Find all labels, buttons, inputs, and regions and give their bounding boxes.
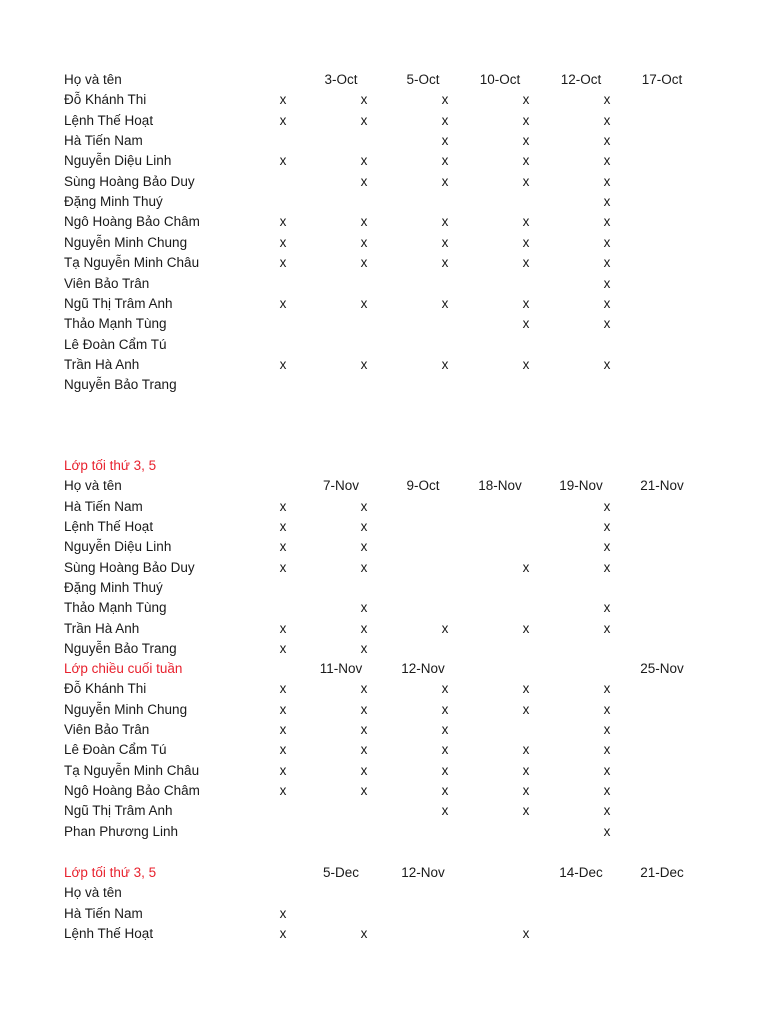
student-row xyxy=(0,578,768,598)
attendance-mark: x xyxy=(603,803,611,819)
date-header: 5-Dec xyxy=(322,865,359,880)
student-name: Tạ Nguyễn Minh Châu xyxy=(64,762,200,778)
date-header: 21-Nov xyxy=(640,478,684,494)
student-name: Viên Bảo Trân xyxy=(64,722,150,738)
student-row xyxy=(0,111,768,131)
student-name: Lê Đoàn Cẩm Tú xyxy=(64,742,167,758)
date-header: 3-Oct xyxy=(324,72,358,87)
attendance-mark: x xyxy=(279,295,287,311)
attendance-mark: x xyxy=(522,620,530,636)
attendance-mark: x xyxy=(603,255,611,271)
date-header: 5-Oct xyxy=(406,72,440,87)
student-name: Sùng Hoàng Bảo Duy xyxy=(64,173,195,189)
attendance-mark: x xyxy=(441,783,449,799)
student-row xyxy=(0,924,768,944)
section-title: Lớp tối thứ 3, 5 xyxy=(64,865,157,880)
student-row xyxy=(0,497,768,517)
attendance-mark: x xyxy=(360,112,368,128)
student-name: Ngũ Thị Trâm Anh xyxy=(64,295,173,311)
student-name: Phan Phương Linh xyxy=(64,823,178,839)
attendance-mark: x xyxy=(441,762,449,778)
attendance-mark: x xyxy=(603,701,611,717)
attendance-mark: x xyxy=(279,681,287,697)
student-row xyxy=(0,781,768,801)
student-row xyxy=(0,598,768,618)
date-header: 21-Dec xyxy=(640,865,684,880)
attendance-mark: x xyxy=(279,153,287,169)
attendance-mark: x xyxy=(360,641,368,657)
student-row xyxy=(0,700,768,720)
attendance-mark: x xyxy=(441,133,449,149)
attendance-mark: x xyxy=(603,498,611,514)
student-name: Ngũ Thị Trâm Anh xyxy=(64,803,173,819)
student-row xyxy=(0,294,768,314)
student-row xyxy=(0,740,768,760)
student-name: Lê Đoàn Cẩm Tú xyxy=(64,336,167,352)
student-name: Nguyễn Diệu Linh xyxy=(64,153,172,169)
attendance-mark: x xyxy=(279,722,287,738)
attendance-mark: x xyxy=(360,214,368,230)
attendance-mark: x xyxy=(603,112,611,128)
attendance-mark: x xyxy=(603,133,611,149)
student-row xyxy=(0,192,768,212)
attendance-mark: x xyxy=(603,722,611,738)
student-name: Đặng Minh Thuý xyxy=(64,194,163,210)
attendance-mark: x xyxy=(441,112,449,128)
attendance-mark: x xyxy=(360,559,368,575)
attendance-mark: x xyxy=(279,214,287,230)
attendance-mark: x xyxy=(603,173,611,189)
student-row xyxy=(0,904,768,924)
attendance-mark: x xyxy=(360,234,368,250)
attendance-mark: x xyxy=(603,234,611,250)
attendance-mark: x xyxy=(279,559,287,575)
attendance-mark: x xyxy=(279,620,287,636)
student-row xyxy=(0,253,768,273)
student-name: Đặng Minh Thuý xyxy=(64,580,163,596)
attendance-mark: x xyxy=(279,92,287,108)
student-row xyxy=(0,883,768,903)
attendance-mark: x xyxy=(279,762,287,778)
attendance-mark: x xyxy=(441,173,449,189)
attendance-mark: x xyxy=(522,783,530,799)
attendance-mark: x xyxy=(441,92,449,108)
header-row xyxy=(0,70,768,90)
date-header: 9-Oct xyxy=(406,478,440,494)
student-name: Viên Bảo Trân xyxy=(64,275,150,291)
student-name: Sùng Hoàng Bảo Duy xyxy=(64,559,195,575)
attendance-mark: x xyxy=(522,316,530,332)
student-name: Họ và tên xyxy=(64,885,122,901)
date-header: 12-Nov xyxy=(401,865,445,880)
date-header: 11-Nov xyxy=(319,661,363,676)
attendance-mark: x xyxy=(441,255,449,271)
student-name: Hà Tiến Nam xyxy=(64,133,143,149)
header-row xyxy=(0,659,768,679)
attendance-mark: x xyxy=(279,926,287,942)
attendance-mark: x xyxy=(279,742,287,758)
attendance-mark: x xyxy=(603,295,611,311)
student-row xyxy=(0,172,768,192)
attendance-mark: x xyxy=(441,153,449,169)
attendance-mark: x xyxy=(603,356,611,372)
student-name: Đỗ Khánh Thi xyxy=(64,92,147,108)
date-header: 25-Nov xyxy=(640,661,684,676)
attendance-mark: x xyxy=(360,701,368,717)
student-name: Nguyễn Minh Chung xyxy=(64,234,188,250)
student-name: Đỗ Khánh Thi xyxy=(64,681,147,697)
student-name: Nguyễn Bảo Trang xyxy=(64,377,177,393)
attendance-mark: x xyxy=(279,641,287,657)
attendance-mark: x xyxy=(360,762,368,778)
student-row xyxy=(0,537,768,557)
attendance-mark: x xyxy=(522,701,530,717)
attendance-mark: x xyxy=(603,92,611,108)
attendance-mark: x xyxy=(603,823,611,839)
student-row xyxy=(0,619,768,639)
attendance-mark: x xyxy=(441,803,449,819)
attendance-mark: x xyxy=(603,275,611,291)
attendance-mark: x xyxy=(279,356,287,372)
attendance-mark: x xyxy=(360,356,368,372)
attendance-mark: x xyxy=(360,539,368,555)
student-name: Lệnh Thế Hoạt xyxy=(64,112,154,128)
student-row xyxy=(0,151,768,171)
attendance-mark: x xyxy=(603,539,611,555)
student-name: Tạ Nguyễn Minh Châu xyxy=(64,255,200,271)
student-row xyxy=(0,761,768,781)
attendance-mark: x xyxy=(360,620,368,636)
attendance-mark: x xyxy=(603,153,611,169)
header-row xyxy=(0,863,768,883)
attendance-mark: x xyxy=(360,783,368,799)
attendance-mark: x xyxy=(360,519,368,535)
attendance-mark: x xyxy=(360,722,368,738)
student-name: Nguyễn Diệu Linh xyxy=(64,539,172,555)
student-name: Thảo Mạnh Tùng xyxy=(64,600,167,616)
attendance-mark: x xyxy=(522,173,530,189)
attendance-mark: x xyxy=(279,701,287,717)
student-name: Lệnh Thế Hoạt xyxy=(64,519,154,535)
attendance-mark: x xyxy=(441,356,449,372)
attendance-mark: x xyxy=(441,620,449,636)
attendance-mark: x xyxy=(441,701,449,717)
student-name: Trần Hà Anh xyxy=(64,356,140,372)
date-header: 17-Oct xyxy=(641,72,683,87)
student-row xyxy=(0,314,768,334)
section-title: Lớp tối thứ 3, 5 xyxy=(64,458,157,473)
student-name: Thảo Mạnh Tùng xyxy=(64,316,167,332)
attendance-mark: x xyxy=(522,926,530,942)
attendance-mark: x xyxy=(522,214,530,230)
student-row xyxy=(0,355,768,375)
student-name: Ngô Hoàng Bảo Châm xyxy=(64,214,200,230)
date-header: 7-Nov xyxy=(322,478,359,494)
student-row xyxy=(0,558,768,578)
attendance-mark: x xyxy=(522,234,530,250)
attendance-mark: x xyxy=(522,762,530,778)
attendance-mark: x xyxy=(603,214,611,230)
student-row xyxy=(0,801,768,821)
attendance-mark: x xyxy=(441,722,449,738)
student-name: Lệnh Thế Hoạt xyxy=(64,926,154,942)
attendance-mark: x xyxy=(603,762,611,778)
attendance-mark: x xyxy=(603,519,611,535)
student-name: Hà Tiến Nam xyxy=(64,905,143,921)
student-row xyxy=(0,90,768,110)
attendance-mark: x xyxy=(603,194,611,210)
student-row xyxy=(0,131,768,151)
student-name: Nguyễn Minh Chung xyxy=(64,701,188,717)
attendance-mark: x xyxy=(522,153,530,169)
attendance-mark: x xyxy=(360,742,368,758)
attendance-mark: x xyxy=(360,92,368,108)
name-column-header: Họ và tên xyxy=(64,72,122,87)
attendance-mark: x xyxy=(522,356,530,372)
student-row xyxy=(0,375,768,395)
student-row xyxy=(0,212,768,232)
name-column-header: Họ và tên xyxy=(64,478,122,494)
student-row xyxy=(0,639,768,659)
attendance-mark: x xyxy=(279,539,287,555)
attendance-mark: x xyxy=(522,133,530,149)
attendance-mark: x xyxy=(360,600,368,616)
attendance-mark: x xyxy=(522,255,530,271)
attendance-mark: x xyxy=(279,519,287,535)
attendance-mark: x xyxy=(522,295,530,311)
date-header: 14-Dec xyxy=(559,865,603,880)
student-row xyxy=(0,822,768,842)
header-row xyxy=(0,476,768,496)
attendance-mark: x xyxy=(522,559,530,575)
attendance-mark: x xyxy=(603,600,611,616)
attendance-mark: x xyxy=(441,681,449,697)
attendance-mark: x xyxy=(360,926,368,942)
student-row xyxy=(0,233,768,253)
attendance-mark: x xyxy=(279,783,287,799)
student-name: Trần Hà Anh xyxy=(64,620,140,636)
date-header: 12-Oct xyxy=(560,72,602,87)
student-row xyxy=(0,720,768,740)
date-header: 18-Nov xyxy=(478,478,522,494)
attendance-mark: x xyxy=(360,295,368,311)
attendance-mark: x xyxy=(279,234,287,250)
section-title-row xyxy=(0,456,768,476)
student-name: Hà Tiến Nam xyxy=(64,498,143,514)
attendance-mark: x xyxy=(441,742,449,758)
student-row xyxy=(0,679,768,699)
attendance-mark: x xyxy=(360,255,368,271)
attendance-mark: x xyxy=(603,316,611,332)
attendance-mark: x xyxy=(603,742,611,758)
attendance-mark: x xyxy=(279,112,287,128)
attendance-mark: x xyxy=(360,681,368,697)
date-header: 12-Nov xyxy=(401,661,445,676)
date-header: 10-Oct xyxy=(479,72,521,87)
attendance-mark: x xyxy=(603,559,611,575)
attendance-mark: x xyxy=(522,112,530,128)
attendance-mark: x xyxy=(441,234,449,250)
attendance-mark: x xyxy=(360,173,368,189)
attendance-mark: x xyxy=(441,295,449,311)
attendance-mark: x xyxy=(522,742,530,758)
student-row xyxy=(0,335,768,355)
attendance-mark: x xyxy=(441,214,449,230)
attendance-mark: x xyxy=(360,153,368,169)
attendance-mark: x xyxy=(279,905,287,921)
date-header: 19-Nov xyxy=(559,478,603,494)
student-row xyxy=(0,517,768,537)
attendance-mark: x xyxy=(603,783,611,799)
attendance-mark: x xyxy=(603,681,611,697)
attendance-mark: x xyxy=(522,681,530,697)
section-title: Lớp chiều cuối tuần xyxy=(64,661,183,676)
attendance-mark: x xyxy=(360,498,368,514)
attendance-mark: x xyxy=(522,803,530,819)
student-name: Ngô Hoàng Bảo Châm xyxy=(64,783,200,799)
attendance-mark: x xyxy=(279,498,287,514)
student-row xyxy=(0,274,768,294)
attendance-mark: x xyxy=(603,620,611,636)
student-name: Nguyễn Bảo Trang xyxy=(64,641,177,657)
attendance-mark: x xyxy=(522,92,530,108)
attendance-mark: x xyxy=(279,255,287,271)
